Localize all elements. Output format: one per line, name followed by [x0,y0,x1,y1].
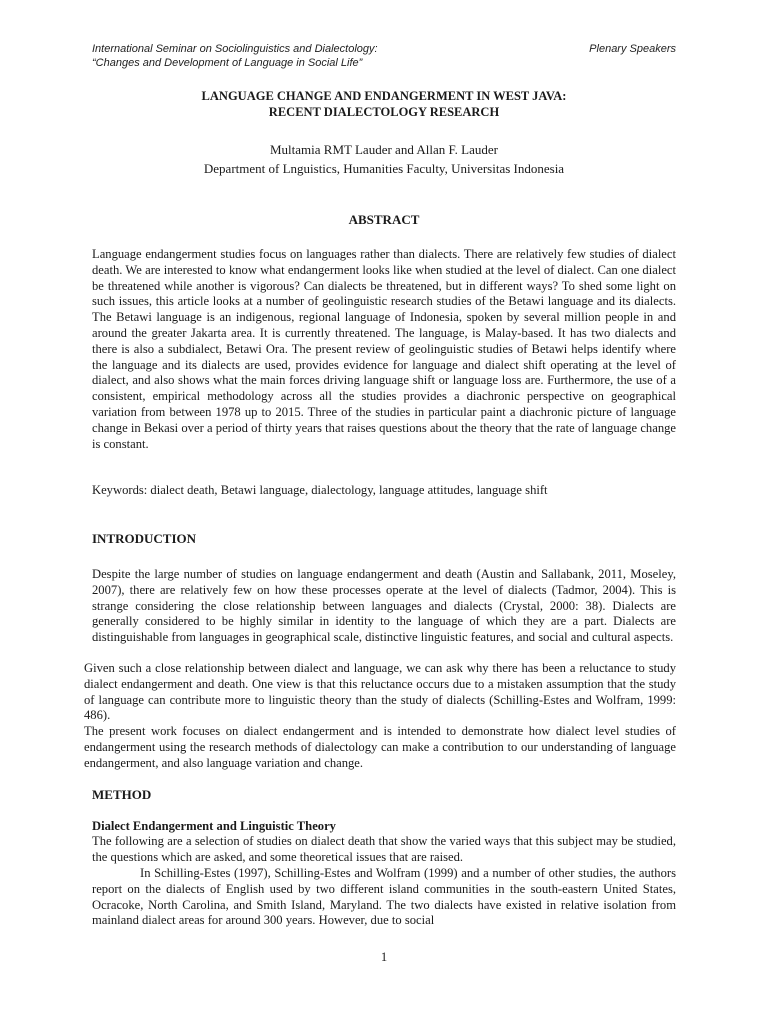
page-number: 1 [380,950,388,964]
affiliation: Department of Lnguistics, Humanities Faculty, Universitas Indonesia [203,161,565,176]
title-line-1: LANGUAGE CHANGE AND ENDANGERMENT IN WEST JAVA: [201,89,567,103]
running-header-left [92,42,378,70]
running-header-right: Plenary Speakers [589,43,676,55]
author-block [0,140,768,178]
abstract-text: Language endangerment studies focus on languages rather than dialects. There are relatively few studies of dialect death. We are interested to know what endangerment looks like when studied at the level of dialect. Can one dialect be threatened while another is vigorous? Can dialects be threatened, but in different ways? To shed some light on such issues, this article looks at a number of geolinguistic research studies of the Betawi language and its dialects. The Betawi language is an indigenous, regional language of Indonesia, spoken by several million people in and around the greater Jakarta area. It is currently threatened. The language, is Malay-based. It has two dialects and there is also a subdialect, Betawi Ora. The present review of geolinguistic studies of Betawi helps identify where the language and its dialects are used, provides evidence for language and dialect shift operating at the level of dialect, and also shows what the main forces driving language shift or language loss are. Furthermore, the use of a consistent, empirical methodology across all the studies provides a diachronic perspective on geographical variation from between 1978 up to 2015. Three of the studies in particular paint a diachronic picture of language change in Bekasi over a period of thirty years that raises questions about the theory that the rate of language change is constant. [92,247,676,451]
introduction-paragraph-1: Despite the large number of studies on language endangerment and death (Austin and Sallabank, 2011, Moseley, 2007), there are relatively few on how these processes operate at the level of dialects (Tadmor, 2004). This is strange considering the close relationship between languages and dialects (Crystal, 2000: 38). Dialects are generally considered to be highly similar in identity to the language of which they are a part. Dialects are distinguishable from languages in geographical scale, distinctive linguistic features, and social and cultural aspects. [92,567,676,645]
conference-name: International Seminar on Sociolinguistics and Dialectology: [92,43,378,55]
method-paragraph-1: The following are a selection of studies on dialect death that show the varied ways that this subject may be studied, the questions which are asked, and some theoretical issues that are raised. [92,834,676,864]
introduction-paragraph-3: The present work focuses on dialect endangerment and is intended to demonstrate how dialect level studies of endangerment using the research methods of dialectology can make a contribution to our understanding of language endangerment, and also language variation and change. [84,724,676,770]
introduction-paragraph-2: Given such a close relationship between dialect and language, we can ask why there has been a reluctance to study dialect endangerment and death. One view is that this reluctance occurs due to a mistaken assumption that the study of language can contribute more to linguistic theory than the study of dialects (Schilling-Estes and Wolfram, 1999: 486). [84,661,676,723]
authors: Multamia RMT Lauder and Allan F. Lauder [270,142,498,157]
method-paragraph-2: In Schilling-Estes (1997), Schilling-Estes and Wolfram (1999) and a number of other studies, the authors report on the dialects of English used by two different island communities in the south-eastern United States, Ocracoke, North Carolina, and Smith Island, Maryland. The two dialects have existed in relative isolation from mainland dialect areas for around 300 years. However, due to social [92,866,676,928]
title-line-2: RECENT DIALECTOLOGY RESEARCH [268,105,500,119]
paper-title [0,88,768,120]
conference-theme: “Changes and Development of Language in Social Life” [92,57,363,69]
introduction-heading: INTRODUCTION [92,531,197,546]
method-subheading: Dialect Endangerment and Linguistic Theory [92,819,336,833]
method-heading: METHOD [92,787,152,802]
keywords: Keywords: dialect death, Betawi language, dialectology, language attitudes, language shift [92,483,548,497]
abstract-heading: ABSTRACT [348,212,420,227]
